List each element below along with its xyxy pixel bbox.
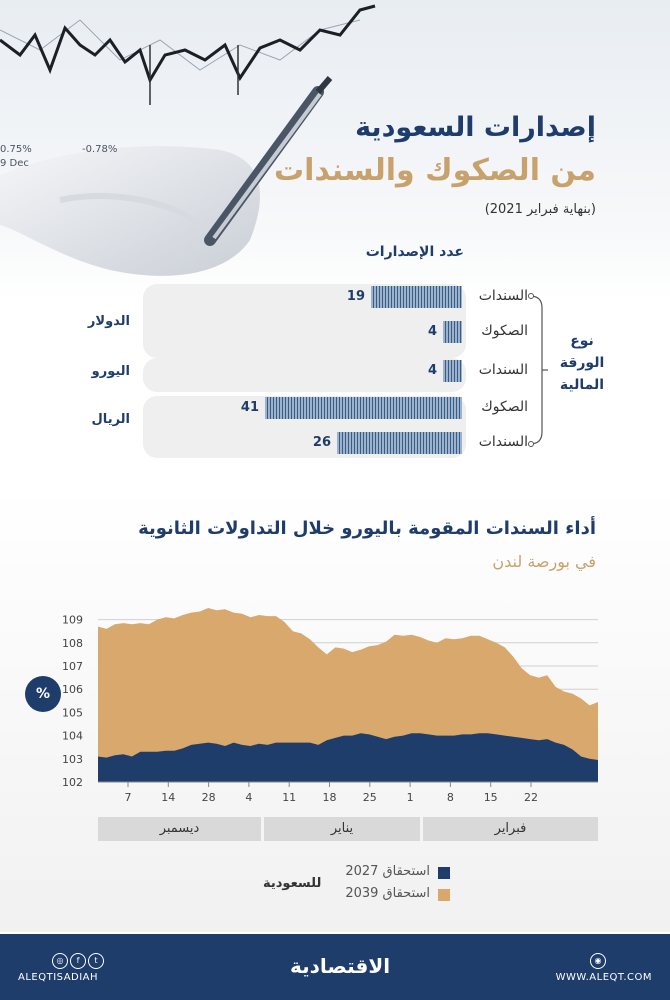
percent-unit-badge: % <box>25 676 61 712</box>
ticker-3: 9 Dec <box>0 158 29 169</box>
legend-swatch-2039 <box>438 889 450 901</box>
issues-bar-value: 4 <box>427 363 437 378</box>
y-tick-label: 108 <box>62 636 83 650</box>
issues-bar <box>443 321 462 343</box>
x-tick-label: 14 <box>161 791 176 804</box>
legend-label-2027: استحقاق 2027 <box>345 864 430 879</box>
x-tick-label: 18 <box>322 791 337 804</box>
issues-bar-value: 19 <box>346 289 365 304</box>
issues-bar <box>371 286 462 308</box>
x-tick-label: 8 <box>446 791 454 804</box>
currency-sar: الريال <box>91 412 130 427</box>
legend-group-label: للسعودية <box>263 876 322 891</box>
row-label-usd-bonds: السندات <box>478 288 528 304</box>
month-february: فبراير <box>423 817 598 841</box>
y-tick-label: 107 <box>62 660 83 673</box>
twitter-icon[interactable]: t <box>88 953 104 969</box>
globe-icon: ◉ <box>590 953 606 969</box>
x-tick-label: 4 <box>245 791 253 804</box>
x-tick-label: 28 <box>201 791 216 804</box>
perf-area-chart <box>60 600 620 810</box>
brand-logo[interactable]: الاقتصادية <box>290 954 391 978</box>
currency-eur: اليورو <box>91 364 130 379</box>
page-subtitle: (بنهاية فبراير 2021) <box>484 202 596 217</box>
row-label-eur-bonds: السندات <box>478 362 528 378</box>
currency-usd: الدولار <box>87 314 130 329</box>
issues-bar <box>337 432 462 454</box>
x-tick-label: 15 <box>483 791 498 804</box>
x-tick-label: 11 <box>282 791 297 804</box>
issues-bar <box>443 360 462 382</box>
issues-bar-value: 26 <box>312 435 331 450</box>
security-type-label: نوع الورقة المالية <box>559 333 605 393</box>
page-title-line2: من الصكوك والسندات <box>273 153 596 188</box>
row-label-sar-sukuk: الصكوك <box>481 399 528 415</box>
footer-website[interactable]: WWW.ALEQT.COM <box>555 972 652 983</box>
ticker-2: -0.78% <box>82 144 118 155</box>
x-tick-label: 22 <box>524 791 538 804</box>
x-tick-label: 25 <box>362 791 377 804</box>
y-tick-label: 109 <box>62 613 83 627</box>
facebook-icon[interactable]: f <box>70 953 86 969</box>
y-tick-label: 105 <box>62 706 83 720</box>
y-tick-label: 104 <box>62 729 83 743</box>
issues-bar-value: 41 <box>240 400 259 415</box>
y-tick-label: 103 <box>62 752 83 766</box>
legend-label-2039: استحقاق 2039 <box>345 886 430 901</box>
page-title-line1: إصدارات السعودية <box>355 112 596 143</box>
row-label-usd-sukuk: الصكوك <box>481 323 528 339</box>
legend-swatch-2027 <box>438 867 450 879</box>
issues-bar <box>265 397 462 419</box>
month-january: يناير <box>264 817 420 841</box>
ticker-1: 0.75% <box>0 144 32 155</box>
x-tick-label: 1 <box>406 791 414 804</box>
y-tick-label: 102 <box>62 776 83 789</box>
x-tick-label: 7 <box>124 791 132 804</box>
header-background-image <box>0 0 670 300</box>
instagram-icon[interactable]: ◎ <box>52 953 68 969</box>
perf-chart-subtitle: في بورصة لندن <box>492 552 596 571</box>
row-label-sar-bonds: السندات <box>478 434 528 450</box>
y-tick-label: 106 <box>62 683 83 697</box>
perf-chart-title: أداء السندات المقومة باليورو خلال التداولات الثانوية <box>138 518 596 539</box>
month-december: ديسمبر <box>98 817 261 841</box>
bracket-line <box>528 290 550 450</box>
footer-social-handle[interactable]: ALEQTISADIAH <box>18 972 99 983</box>
issues-bar-value: 4 <box>427 324 437 339</box>
issues-count-label: عدد الإصدارات <box>365 244 464 260</box>
